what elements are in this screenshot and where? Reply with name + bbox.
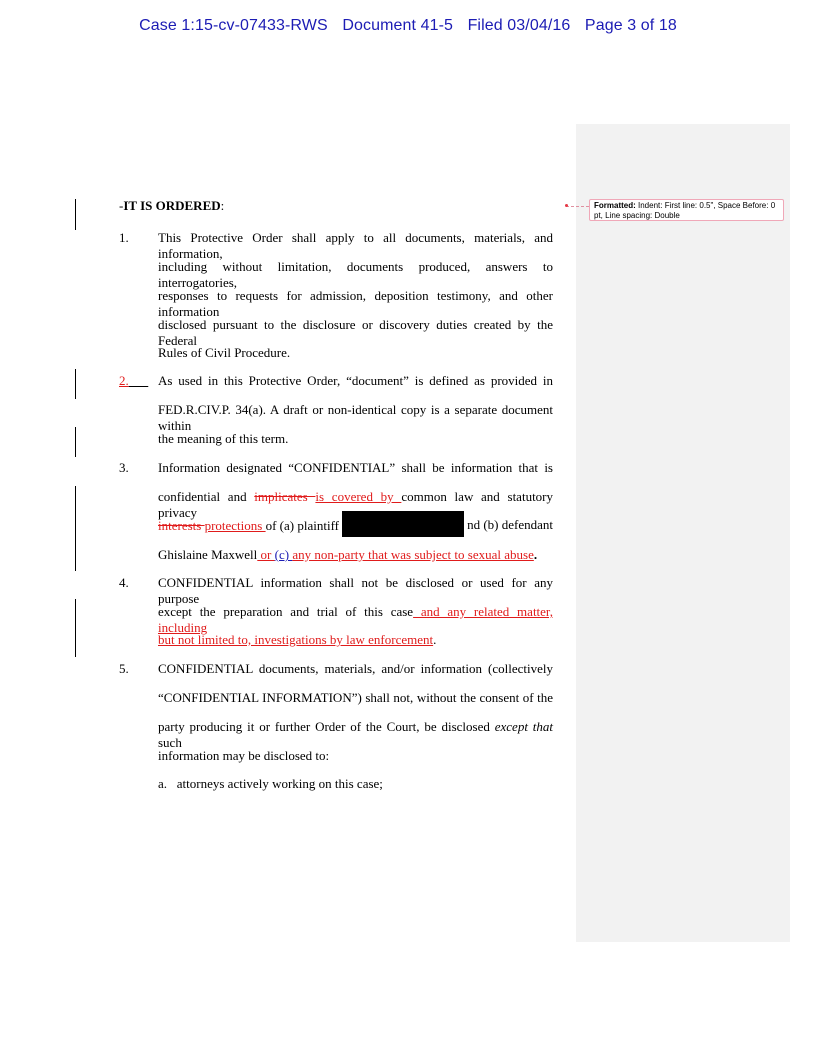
change-bar xyxy=(75,369,76,399)
change-bar xyxy=(75,599,76,657)
inserted-text: protections xyxy=(204,517,266,533)
paragraph-line: FED.R.CIV.P. 34(a). A draft or non-identical copy is a separate document within xyxy=(158,402,553,433)
redaction-box xyxy=(342,511,464,537)
filed-date: Filed 03/04/16 xyxy=(467,17,571,34)
case-number: Case 1:15-cv-07433-RWS xyxy=(139,17,328,34)
inserted-text: and any related matter, including xyxy=(158,604,553,635)
paragraph-line: information may be disclosed to: xyxy=(158,748,330,763)
paragraph-line: CONFIDENTIAL documents, materials, and/or information (collectively xyxy=(158,661,553,676)
paragraph-line: except the preparation and trial of this case and any related matter, including xyxy=(158,604,553,635)
paragraph-number: 3. xyxy=(119,460,129,475)
paragraph-line: the meaning of this term. xyxy=(158,431,289,446)
paragraph-line: but not limited to, investigations by law enforcement. xyxy=(158,632,437,647)
list-item: a. attorneys actively working on this case; xyxy=(158,776,383,791)
paragraph-line: Rules of Civil Procedure. xyxy=(158,345,291,360)
court-filing-stamp xyxy=(0,17,816,35)
inserted-text: is covered by xyxy=(315,489,402,504)
paragraph-line: responses to requests for admission, deposition testimony, and other information xyxy=(158,288,553,319)
comment-leader-line xyxy=(566,206,589,207)
paragraph-line: party producing it or further Order of the Court, be disclosed except that such xyxy=(158,719,553,750)
document-number: Document 41-5 xyxy=(342,17,454,34)
inserted-text: but not limited to, investigations by law enforcement xyxy=(158,632,434,647)
paragraph-line: “CONFIDENTIAL INFORMATION”) shall not, without the consent of the xyxy=(158,690,553,705)
change-bar xyxy=(75,427,76,457)
deleted-text: implicates xyxy=(254,489,316,504)
inserted-text: (c) xyxy=(274,547,293,562)
inserted-text: or xyxy=(257,547,275,562)
paragraph-number: 4. xyxy=(119,575,129,590)
page-indicator: Page 3 of 18 xyxy=(584,17,677,34)
deleted-text: interests xyxy=(158,517,205,533)
comment-label: Formatted: xyxy=(594,201,636,210)
paragraph-line: CONFIDENTIAL information shall not be disclosed or used for any purpose xyxy=(158,575,553,606)
paragraph-line: confidential and implicates is covered by common law and statutory privacy xyxy=(158,489,554,520)
paragraph-line: disclosed pursuant to the disclosure or discovery duties created by the Federal xyxy=(158,317,553,348)
paragraph-number: 1. xyxy=(119,230,129,245)
inserted-text: any non-party that was subject to sexual abuse xyxy=(292,547,534,562)
paragraph-line: This Protective Order shall apply to all documents, materials, and information, xyxy=(158,230,553,261)
paragraph-number: 5. xyxy=(119,661,129,676)
comment-anchor xyxy=(565,204,568,207)
comment-pane xyxy=(576,124,790,942)
section-heading: -IT IS ORDERED: xyxy=(119,198,225,213)
paragraph-line: Ghislaine Maxwell or (c) any non-party that was subject to sexual abuse. xyxy=(158,547,538,562)
paragraph-line: As used in this Protective Order, “document” is defined as provided in xyxy=(158,373,553,388)
change-bar xyxy=(75,486,76,571)
comment-text: Indent: First line: 0.5", Space Before: 0 pt, Line spacing: Double xyxy=(594,201,776,220)
paragraph-line: interests protections of (a) plaintiff nd (b) defendant xyxy=(158,517,553,537)
formatting-comment[interactable] xyxy=(589,199,784,221)
paragraph-number: 2. xyxy=(119,373,129,388)
paragraph-line: including without limitation, documents produced, answers to interrogatories, xyxy=(158,259,553,290)
change-bar xyxy=(75,199,76,230)
paragraph-line: Information designated “CONFIDENTIAL” shall be information that is xyxy=(158,460,553,475)
